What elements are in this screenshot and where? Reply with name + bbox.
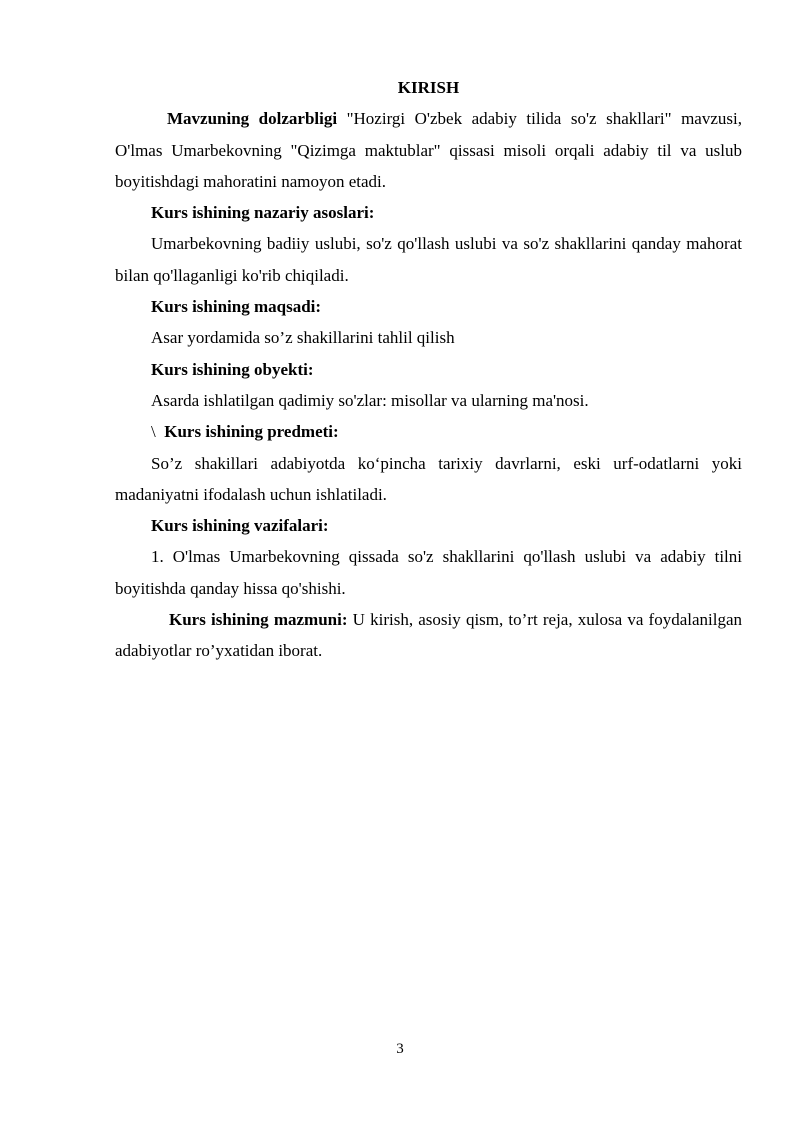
section-text: So’z shakillari adabiyotda ko‘pincha tarixiy davrlarni, eski urf-odatlarni yoki madaniyatni ifodalash uchun ishlatiladi.	[115, 453, 742, 504]
section-heading: Kurs ishining nazariy asoslari:	[151, 203, 375, 223]
document-page	[115, 72, 742, 667]
page-number: 3	[396, 1041, 404, 1057]
page-title: KIRISH	[397, 78, 460, 97]
intro-text: "Hozirgi O'zbek adabiy tilida so'z shakllari" mavzusi, O'lmas Umarbekovning "Qizimga maktublar" qissasi misoli orqali adabiy til va uslub boyitishdagi mahoratini namoyon etadi.	[115, 109, 742, 191]
section-text: Asar yordamida so’z shakillarini tahlil qilish	[151, 328, 455, 348]
content-text: U kirish, asosiy qism, to’rt reja, xulosa va foydalanilgan adabiyotlar ro’yxatidan iborat.	[115, 610, 742, 661]
content-paragraph	[115, 604, 742, 667]
backslash-prefix: \	[151, 422, 156, 442]
section-text: Umarbekovning badiiy uslubi, so'z qo'llash uslubi va so'z shakllarini qanday mahorat bilan qo'llaganligi ko'rib chiqiladi.	[115, 234, 742, 285]
section-text: Asarda ishlatilgan qadimiy so'zlar: misollar va ularning ma'nosi.	[151, 390, 589, 410]
section-heading: \ Kurs ishining predmeti:	[151, 422, 339, 442]
section-heading: Kurs ishining obyekti:	[151, 359, 314, 379]
content-label: Kurs ishining mazmuni:	[169, 610, 348, 630]
section-text: 1. O'lmas Umarbekovning qissada so'z shakllarini qo'llash uslubi va adabiy tilni boyitishda qanday hissa qo'shishi.	[115, 547, 742, 598]
section-heading: Kurs ishining vazifalari:	[151, 516, 329, 536]
intro-label: Mavzuning dolzarbligi	[167, 109, 338, 129]
intro-paragraph	[115, 103, 742, 197]
section-heading: Kurs ishining maqsadi:	[151, 297, 322, 317]
